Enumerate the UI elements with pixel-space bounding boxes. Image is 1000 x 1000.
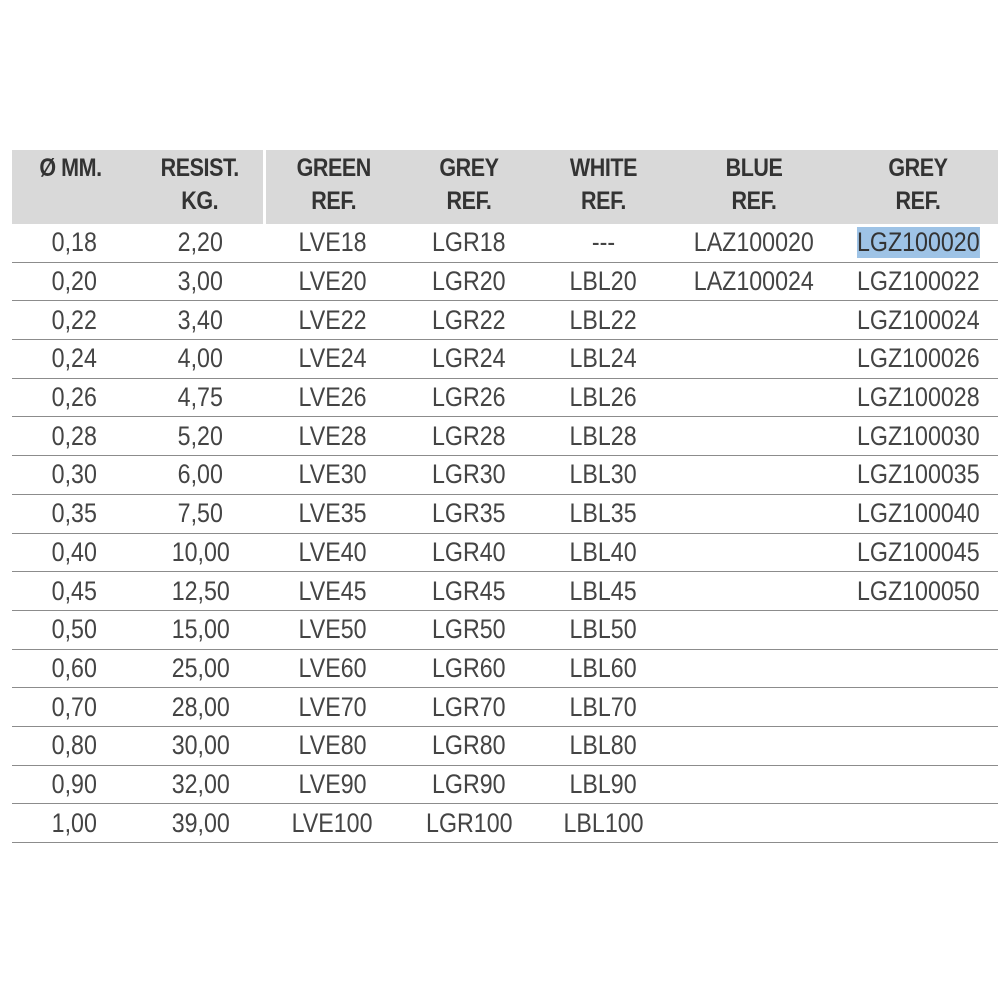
cell-text: LGR30 bbox=[432, 459, 506, 490]
grey-ref-2-cell[interactable] bbox=[838, 804, 998, 843]
white-ref-cell[interactable] bbox=[537, 804, 670, 843]
diameter-cell[interactable] bbox=[12, 804, 137, 843]
green-ref-cell[interactable] bbox=[264, 572, 401, 611]
cell-text: LGR100 bbox=[425, 807, 513, 838]
cell-text: LVE50 bbox=[298, 614, 367, 645]
cell-text: LBL26 bbox=[569, 382, 638, 413]
blue-ref-cell[interactable] bbox=[670, 610, 838, 649]
cell-text: LGR60 bbox=[432, 652, 506, 683]
cell-text: LGR22 bbox=[432, 304, 506, 335]
spec-table bbox=[12, 150, 998, 843]
table-row bbox=[12, 456, 998, 495]
blue-ref-cell[interactable] bbox=[670, 262, 838, 301]
cell-text: LBL60 bbox=[569, 652, 638, 683]
white-ref-cell[interactable] bbox=[537, 262, 670, 301]
cell-text: 0,45 bbox=[51, 575, 97, 606]
cell-text: LGZ100022 bbox=[856, 266, 980, 297]
green-ref-cell[interactable] bbox=[264, 378, 401, 417]
cell-text: 10,00 bbox=[171, 536, 230, 567]
blue-ref-cell[interactable] bbox=[670, 340, 838, 379]
grey-ref-2-cell[interactable] bbox=[838, 765, 998, 804]
grey-ref-2-cell[interactable] bbox=[838, 456, 998, 495]
resistance-cell[interactable] bbox=[137, 224, 264, 262]
table-row bbox=[12, 804, 998, 843]
cell-text: LAZ100020 bbox=[693, 227, 815, 258]
diameter-cell[interactable] bbox=[12, 456, 137, 495]
diameter-cell[interactable] bbox=[12, 262, 137, 301]
resistance-cell[interactable] bbox=[137, 494, 264, 533]
cell-text: 0,20 bbox=[51, 266, 97, 297]
cell-text: LVE26 bbox=[298, 382, 367, 413]
resistance-cell[interactable] bbox=[137, 610, 264, 649]
white-ref-cell[interactable] bbox=[537, 224, 670, 262]
cell-text: 4,75 bbox=[177, 382, 224, 413]
col-header-green-ref bbox=[264, 150, 401, 224]
grey-ref-cell[interactable] bbox=[401, 456, 537, 495]
cell-text: 28,00 bbox=[171, 691, 230, 722]
grey-ref-cell[interactable] bbox=[401, 804, 537, 843]
table-header bbox=[12, 150, 998, 224]
cell-text: LVE24 bbox=[298, 343, 367, 374]
cell-text: LBL30 bbox=[569, 459, 638, 490]
blue-ref-cell[interactable] bbox=[670, 224, 838, 262]
green-ref-cell[interactable] bbox=[264, 726, 401, 765]
green-ref-cell[interactable] bbox=[264, 456, 401, 495]
cell-text: 3,40 bbox=[177, 304, 224, 335]
table-row bbox=[12, 417, 998, 456]
diameter-cell[interactable] bbox=[12, 688, 137, 727]
grey-ref-2-cell[interactable] bbox=[838, 572, 998, 611]
grey-ref-cell[interactable] bbox=[401, 572, 537, 611]
cell-text: 0,40 bbox=[51, 536, 97, 567]
blue-ref-cell[interactable] bbox=[670, 456, 838, 495]
table-row bbox=[12, 572, 998, 611]
cell-text: --- bbox=[591, 227, 616, 258]
cell-text: LVE80 bbox=[298, 730, 367, 761]
cell-text: 0,18 bbox=[51, 227, 97, 258]
cell-text: LVE70 bbox=[298, 691, 367, 722]
table-row bbox=[12, 340, 998, 379]
cell-text: 12,50 bbox=[171, 575, 230, 606]
blue-ref-cell[interactable] bbox=[670, 804, 838, 843]
cell-text: LGR90 bbox=[432, 768, 506, 799]
table-row bbox=[12, 765, 998, 804]
green-ref-cell[interactable] bbox=[264, 224, 401, 262]
cell-text: LVE45 bbox=[298, 575, 367, 606]
diameter-cell[interactable] bbox=[12, 301, 137, 340]
resistance-cell[interactable] bbox=[137, 417, 264, 456]
grey-ref-2-cell[interactable] bbox=[838, 417, 998, 456]
cell-text: LBL100 bbox=[563, 807, 644, 838]
table-row bbox=[12, 649, 998, 688]
cell-text: LBL22 bbox=[569, 304, 638, 335]
grey-ref-cell[interactable] bbox=[401, 610, 537, 649]
cell-text: LGR28 bbox=[432, 420, 506, 451]
col-header-grey-ref-2 bbox=[838, 150, 998, 224]
grey-ref-2-cell[interactable] bbox=[838, 726, 998, 765]
white-ref-cell[interactable] bbox=[537, 610, 670, 649]
cell-text: LGZ100045 bbox=[856, 536, 980, 567]
cell-text: 0,28 bbox=[51, 420, 97, 451]
resistance-cell[interactable] bbox=[137, 726, 264, 765]
blue-ref-cell[interactable] bbox=[670, 494, 838, 533]
cell-text: LVE28 bbox=[298, 420, 367, 451]
grey-ref-2-cell[interactable] bbox=[838, 301, 998, 340]
cell-text: 0,80 bbox=[51, 730, 97, 761]
header-line-1: Ø MM. bbox=[39, 154, 102, 182]
resistance-cell[interactable] bbox=[137, 533, 264, 572]
resistance-cell[interactable] bbox=[137, 765, 264, 804]
header-line-2: REF. bbox=[446, 187, 492, 215]
table-row bbox=[12, 224, 998, 262]
cell-text: LBL45 bbox=[569, 575, 638, 606]
col-header-white-ref bbox=[537, 150, 670, 224]
cell-text: LGR20 bbox=[432, 266, 506, 297]
green-ref-cell[interactable] bbox=[264, 340, 401, 379]
blue-ref-cell[interactable] bbox=[670, 688, 838, 727]
col-header-resistance bbox=[137, 150, 264, 224]
grey-ref-2-cell[interactable] bbox=[838, 494, 998, 533]
cell-text: 0,90 bbox=[51, 768, 97, 799]
green-ref-cell[interactable] bbox=[264, 494, 401, 533]
cell-text: LGR80 bbox=[432, 730, 506, 761]
white-ref-cell[interactable] bbox=[537, 765, 670, 804]
white-ref-cell[interactable] bbox=[537, 340, 670, 379]
grey-ref-2-cell[interactable] bbox=[838, 262, 998, 301]
green-ref-cell[interactable] bbox=[264, 649, 401, 688]
cell-text: 2,20 bbox=[177, 227, 224, 258]
blue-ref-cell[interactable] bbox=[670, 572, 838, 611]
header-line-1: GREY bbox=[888, 154, 948, 182]
grey-ref-2-cell[interactable] bbox=[838, 688, 998, 727]
white-ref-cell[interactable] bbox=[537, 301, 670, 340]
diameter-cell[interactable] bbox=[12, 765, 137, 804]
cell-text: 5,20 bbox=[177, 420, 224, 451]
cell-text: 25,00 bbox=[171, 652, 230, 683]
grey-ref-cell[interactable] bbox=[401, 417, 537, 456]
col-header-blue-ref bbox=[670, 150, 838, 224]
grey-ref-2-cell[interactable] bbox=[838, 533, 998, 572]
diameter-cell[interactable] bbox=[12, 533, 137, 572]
white-ref-cell[interactable] bbox=[537, 688, 670, 727]
cell-text: LBL80 bbox=[569, 730, 638, 761]
cell-text: LGZ100028 bbox=[856, 382, 980, 413]
diameter-cell[interactable] bbox=[12, 378, 137, 417]
cell-text: LGR35 bbox=[432, 498, 506, 529]
col-header-grey-ref bbox=[401, 150, 537, 224]
cell-text: LGR24 bbox=[432, 343, 506, 374]
cell-text: LBL50 bbox=[569, 614, 638, 645]
cell-text: LGZ100024 bbox=[856, 304, 980, 335]
diameter-cell[interactable] bbox=[12, 340, 137, 379]
blue-ref-cell[interactable] bbox=[670, 417, 838, 456]
green-ref-cell[interactable] bbox=[264, 262, 401, 301]
resistance-cell[interactable] bbox=[137, 301, 264, 340]
header-line-2: REF. bbox=[310, 187, 356, 215]
cell-text: 0,30 bbox=[51, 459, 97, 490]
cell-text: 0,35 bbox=[51, 498, 97, 529]
cell-text: LBL28 bbox=[569, 420, 638, 451]
cell-text: 6,00 bbox=[177, 459, 224, 490]
blue-ref-cell[interactable] bbox=[670, 765, 838, 804]
grey-ref-cell[interactable] bbox=[401, 224, 537, 262]
table-row bbox=[12, 301, 998, 340]
resistance-cell[interactable] bbox=[137, 378, 264, 417]
diameter-cell[interactable] bbox=[12, 726, 137, 765]
grey-ref-cell[interactable] bbox=[401, 262, 537, 301]
cell-text: LBL40 bbox=[569, 536, 638, 567]
header-line-1: GREEN bbox=[296, 154, 371, 182]
cell-text: LVE90 bbox=[298, 768, 367, 799]
white-ref-cell[interactable] bbox=[537, 726, 670, 765]
resistance-cell[interactable] bbox=[137, 456, 264, 495]
grey-ref-2-cell[interactable] bbox=[838, 610, 998, 649]
table-row bbox=[12, 262, 998, 301]
grey-ref-cell[interactable] bbox=[401, 765, 537, 804]
grey-ref-cell[interactable] bbox=[401, 340, 537, 379]
diameter-cell[interactable] bbox=[12, 572, 137, 611]
resistance-cell[interactable] bbox=[137, 262, 264, 301]
green-ref-cell[interactable] bbox=[264, 804, 401, 843]
table-row bbox=[12, 610, 998, 649]
cell-text: LBL20 bbox=[569, 266, 638, 297]
cell-text: LGR45 bbox=[432, 575, 506, 606]
header-line-1: RESIST. bbox=[160, 154, 239, 182]
cell-text: LVE40 bbox=[298, 536, 367, 567]
cell-text: LGR50 bbox=[432, 614, 506, 645]
table-row bbox=[12, 726, 998, 765]
cell-text: LGR40 bbox=[432, 536, 506, 567]
cell-text: LAZ100024 bbox=[693, 266, 815, 297]
cell-text: 0,26 bbox=[51, 382, 97, 413]
cell-text: LGR26 bbox=[432, 382, 506, 413]
grey-ref-cell[interactable] bbox=[401, 726, 537, 765]
cell-text: 3,00 bbox=[177, 266, 224, 297]
grey-ref-cell[interactable] bbox=[401, 688, 537, 727]
cell-text: 1,00 bbox=[51, 807, 97, 838]
grey-ref-2-cell[interactable] bbox=[838, 340, 998, 379]
green-ref-cell[interactable] bbox=[264, 610, 401, 649]
blue-ref-cell[interactable] bbox=[670, 726, 838, 765]
selected-cell-text: LGZ100020 bbox=[856, 227, 980, 258]
resistance-cell[interactable] bbox=[137, 804, 264, 843]
col-header-diameter bbox=[12, 150, 137, 224]
table-row bbox=[12, 378, 998, 417]
table-row bbox=[12, 494, 998, 533]
header-line-2: REF. bbox=[731, 187, 777, 215]
header-line-1: GREY bbox=[439, 154, 499, 182]
diameter-cell[interactable] bbox=[12, 494, 137, 533]
table-row bbox=[12, 688, 998, 727]
cell-text: LGR70 bbox=[432, 691, 506, 722]
diameter-cell[interactable] bbox=[12, 649, 137, 688]
grey-ref-cell[interactable] bbox=[401, 649, 537, 688]
table-row bbox=[12, 533, 998, 572]
cell-text: LVE20 bbox=[298, 266, 367, 297]
header-line-1: WHITE bbox=[569, 154, 638, 182]
white-ref-cell[interactable] bbox=[537, 417, 670, 456]
green-ref-cell[interactable] bbox=[264, 301, 401, 340]
white-ref-cell[interactable] bbox=[537, 494, 670, 533]
cell-text: LGZ100040 bbox=[856, 498, 980, 529]
cell-text: LVE22 bbox=[298, 304, 367, 335]
green-ref-cell[interactable] bbox=[264, 765, 401, 804]
white-ref-cell[interactable] bbox=[537, 572, 670, 611]
green-ref-cell[interactable] bbox=[264, 533, 401, 572]
resistance-cell[interactable] bbox=[137, 649, 264, 688]
cell-text: LVE60 bbox=[298, 652, 367, 683]
cell-text: 0,50 bbox=[51, 614, 97, 645]
cell-text: LBL24 bbox=[569, 343, 638, 374]
cell-text: LGZ100026 bbox=[856, 343, 980, 374]
cell-text: 4,00 bbox=[177, 343, 224, 374]
blue-ref-cell[interactable] bbox=[670, 533, 838, 572]
cell-text: LVE18 bbox=[298, 227, 367, 258]
blue-ref-cell[interactable] bbox=[670, 378, 838, 417]
cell-text: 0,22 bbox=[51, 304, 97, 335]
cell-text: LVE30 bbox=[298, 459, 367, 490]
white-ref-cell[interactable] bbox=[537, 456, 670, 495]
white-ref-cell[interactable] bbox=[537, 649, 670, 688]
header-line-1: BLUE bbox=[725, 154, 783, 182]
cell-text: 7,50 bbox=[177, 498, 224, 529]
green-ref-cell[interactable] bbox=[264, 688, 401, 727]
diameter-cell[interactable] bbox=[12, 224, 137, 262]
cell-text: LBL35 bbox=[569, 498, 638, 529]
diameter-cell[interactable] bbox=[12, 610, 137, 649]
cell-text: LGZ100035 bbox=[856, 459, 980, 490]
cell-text: LGZ100030 bbox=[856, 420, 980, 451]
resistance-cell[interactable] bbox=[137, 572, 264, 611]
header-line-2: REF. bbox=[895, 187, 941, 215]
cell-text: LGR18 bbox=[432, 227, 506, 258]
grey-ref-cell[interactable] bbox=[401, 301, 537, 340]
cell-text: 32,00 bbox=[171, 768, 230, 799]
diameter-cell[interactable] bbox=[12, 417, 137, 456]
resistance-cell[interactable] bbox=[137, 340, 264, 379]
header-line-2: REF. bbox=[581, 187, 626, 215]
cell-text: 15,00 bbox=[171, 614, 230, 645]
cell-text: LBL70 bbox=[569, 691, 638, 722]
cell-text: 39,00 bbox=[171, 807, 230, 838]
cell-text: 30,00 bbox=[171, 730, 230, 761]
blue-ref-cell[interactable] bbox=[670, 301, 838, 340]
cell-text: 0,60 bbox=[51, 652, 97, 683]
table-body bbox=[12, 224, 998, 843]
header-line-2: KG. bbox=[181, 187, 219, 215]
grey-ref-2-cell[interactable] bbox=[838, 224, 998, 262]
header-row bbox=[12, 150, 998, 224]
cell-text: LVE100 bbox=[292, 807, 373, 838]
white-ref-cell[interactable] bbox=[537, 533, 670, 572]
cell-text: 0,24 bbox=[51, 343, 97, 374]
white-ref-cell[interactable] bbox=[537, 378, 670, 417]
grey-ref-cell[interactable] bbox=[401, 533, 537, 572]
cell-text: LVE35 bbox=[298, 498, 367, 529]
resistance-cell[interactable] bbox=[137, 688, 264, 727]
cell-text: LBL90 bbox=[569, 768, 638, 799]
cell-text: 0,70 bbox=[51, 691, 97, 722]
blue-ref-cell[interactable] bbox=[670, 649, 838, 688]
cell-text: LGZ100050 bbox=[856, 575, 980, 606]
grey-ref-cell[interactable] bbox=[401, 494, 537, 533]
green-ref-cell[interactable] bbox=[264, 417, 401, 456]
grey-ref-cell[interactable] bbox=[401, 378, 537, 417]
grey-ref-2-cell[interactable] bbox=[838, 649, 998, 688]
grey-ref-2-cell[interactable] bbox=[838, 378, 998, 417]
